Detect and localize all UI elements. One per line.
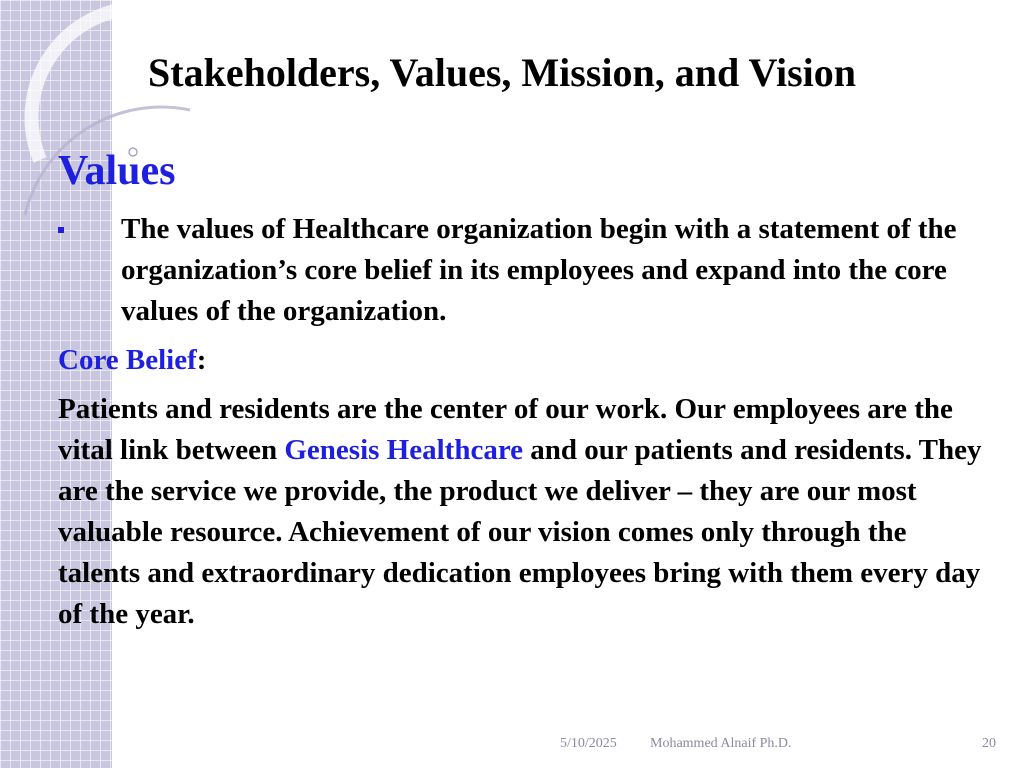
core-belief-label	[58, 340, 206, 381]
footer-author: Mohammed Alnaif Ph.D.	[650, 736, 792, 751]
slide-title: Stakeholders, Values, Mission, and Vision	[148, 50, 856, 95]
slide-number: 20	[982, 736, 996, 751]
bullet-text: The values of Healthcare organization begin with a statement of the organization’s core belief in its employees and expand into the core values of the organization.	[121, 213, 957, 327]
square-bullet-icon	[58, 227, 64, 233]
core-belief-paragraph	[58, 389, 988, 635]
core-belief-colon: :	[196, 344, 207, 376]
paragraph-text-end: and our patients and residents. They are the service we provide, the product we deliver – they are our most valuable resource. Achievement of our vision comes only through the talents and extraordinary dedication employees bring with them every day of the year.	[58, 434, 982, 630]
section-heading: Values	[58, 148, 176, 194]
core-belief-term: Core Belief	[58, 344, 197, 376]
organization-name-highlight: Genesis Healthcare	[284, 434, 524, 466]
paragraph-text-start: Patients and residents are the center of our work. Our employees are the vital link between	[58, 393, 953, 466]
footer-date: 5/10/2025	[560, 736, 617, 751]
